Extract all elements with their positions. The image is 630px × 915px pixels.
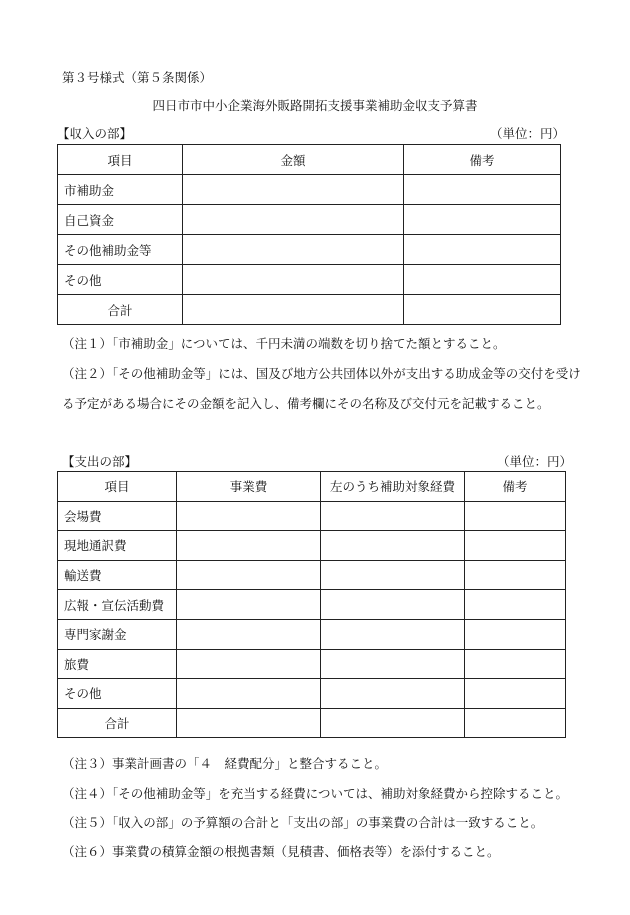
table-row: [58, 619, 566, 649]
income-col-remarks: 備考: [404, 145, 561, 175]
expense-row-label: 専門家謝金: [58, 619, 177, 649]
income-remarks-cell[interactable]: [404, 205, 561, 235]
expense-col-eligible-cost: 左のうち補助対象経費: [321, 472, 465, 502]
expense-total-row: [58, 708, 566, 738]
expense-project-cost-cell[interactable]: [177, 501, 321, 531]
income-total-remarks-cell[interactable]: [404, 295, 561, 325]
expense-note-4: （注４）「その他補助金等」を充当する経費については、補助対象経費から控除すること。: [62, 786, 569, 801]
income-amount-cell[interactable]: [183, 235, 404, 265]
expense-eligible-cost-cell[interactable]: [321, 531, 465, 561]
table-row: [58, 501, 566, 531]
income-amount-cell[interactable]: [183, 175, 404, 205]
expense-col-remarks: 備考: [465, 472, 566, 502]
expense-eligible-cost-cell[interactable]: [321, 590, 465, 620]
expense-remarks-cell[interactable]: [465, 560, 566, 590]
expense-remarks-cell[interactable]: [465, 679, 566, 709]
expense-total-project-cost-cell[interactable]: [177, 708, 321, 738]
income-header-row: [58, 145, 561, 175]
table-row: [58, 590, 566, 620]
income-total-row: [58, 295, 561, 325]
form-number: 第３号様式（第５条関係）: [62, 70, 213, 85]
income-row-label: その他補助金等: [58, 235, 183, 265]
income-table: [57, 144, 561, 325]
income-total-label: 合計: [58, 295, 183, 325]
income-section-label: 【収入の部】: [57, 126, 133, 141]
expense-row-label: 会場費: [58, 501, 177, 531]
expense-eligible-cost-cell[interactable]: [321, 679, 465, 709]
expense-project-cost-cell[interactable]: [177, 619, 321, 649]
income-amount-cell[interactable]: [183, 265, 404, 295]
income-note-2-cont: る予定がある場合にその金額を記入し、備考欄にその名称及び交付元を記載すること。: [62, 396, 550, 411]
table-row: [58, 265, 561, 295]
expense-eligible-cost-cell[interactable]: [321, 619, 465, 649]
expense-project-cost-cell[interactable]: [177, 560, 321, 590]
table-row: [58, 679, 566, 709]
expense-remarks-cell[interactable]: [465, 619, 566, 649]
income-remarks-cell[interactable]: [404, 235, 561, 265]
expense-project-cost-cell[interactable]: [177, 590, 321, 620]
expense-total-remarks-cell[interactable]: [465, 708, 566, 738]
expense-project-cost-cell[interactable]: [177, 649, 321, 679]
expense-unit-label: （単位：円）: [497, 454, 573, 469]
income-remarks-cell[interactable]: [404, 175, 561, 205]
income-note-1: （注１）「市補助金」については、千円未満の端数を切り捨てた額とすること。: [62, 336, 506, 351]
expense-note-3: （注３）事業計画書の「４ 経費配分」と整合すること。: [62, 756, 388, 771]
expense-project-cost-cell[interactable]: [177, 679, 321, 709]
expense-remarks-cell[interactable]: [465, 649, 566, 679]
expense-row-label: 現地通訳費: [58, 531, 177, 561]
income-remarks-cell[interactable]: [404, 265, 561, 295]
expense-section-label: 【支出の部】: [62, 454, 138, 469]
income-total-amount-cell[interactable]: [183, 295, 404, 325]
expense-header-row: [58, 472, 566, 502]
income-unit-label: （単位：円）: [490, 126, 566, 141]
expense-total-eligible-cost-cell[interactable]: [321, 708, 465, 738]
expense-row-label: 広報・宣伝活動費: [58, 590, 177, 620]
expense-remarks-cell[interactable]: [465, 501, 566, 531]
table-row: [58, 560, 566, 590]
expense-col-item: 項目: [58, 472, 177, 502]
table-row: [58, 235, 561, 265]
expense-remarks-cell[interactable]: [465, 531, 566, 561]
expense-eligible-cost-cell[interactable]: [321, 649, 465, 679]
table-row: [58, 175, 561, 205]
income-amount-cell[interactable]: [183, 205, 404, 235]
expense-remarks-cell[interactable]: [465, 590, 566, 620]
income-row-label: 自己資金: [58, 205, 183, 235]
table-row: [58, 649, 566, 679]
expense-note-5: （注５）「収入の部」の予算額の合計と「支出の部」の事業費の合計は一致すること。: [62, 815, 544, 830]
income-note-2: （注２）「その他補助金等」には、国及び地方公共団体以外が支出する助成金等の交付を受け: [62, 366, 581, 381]
income-row-label: 市補助金: [58, 175, 183, 205]
income-col-amount: 金額: [183, 145, 404, 175]
expense-table: [57, 471, 566, 738]
expense-row-label: 輸送費: [58, 560, 177, 590]
expense-row-label: その他: [58, 679, 177, 709]
expense-eligible-cost-cell[interactable]: [321, 560, 465, 590]
table-row: [58, 205, 561, 235]
expense-project-cost-cell[interactable]: [177, 531, 321, 561]
expense-col-project-cost: 事業費: [177, 472, 321, 502]
expense-row-label: 旅費: [58, 649, 177, 679]
expense-eligible-cost-cell[interactable]: [321, 501, 465, 531]
table-row: [58, 531, 566, 561]
expense-total-label: 合計: [58, 708, 177, 738]
expense-note-6: （注６）事業費の積算金額の根拠書類（見積書、価格表等）を添付すること。: [62, 844, 500, 859]
document-title: 四日市市中小企業海外販路開拓支援事業補助金収支予算書: [152, 98, 478, 113]
income-row-label: その他: [58, 265, 183, 295]
income-col-item: 項目: [58, 145, 183, 175]
